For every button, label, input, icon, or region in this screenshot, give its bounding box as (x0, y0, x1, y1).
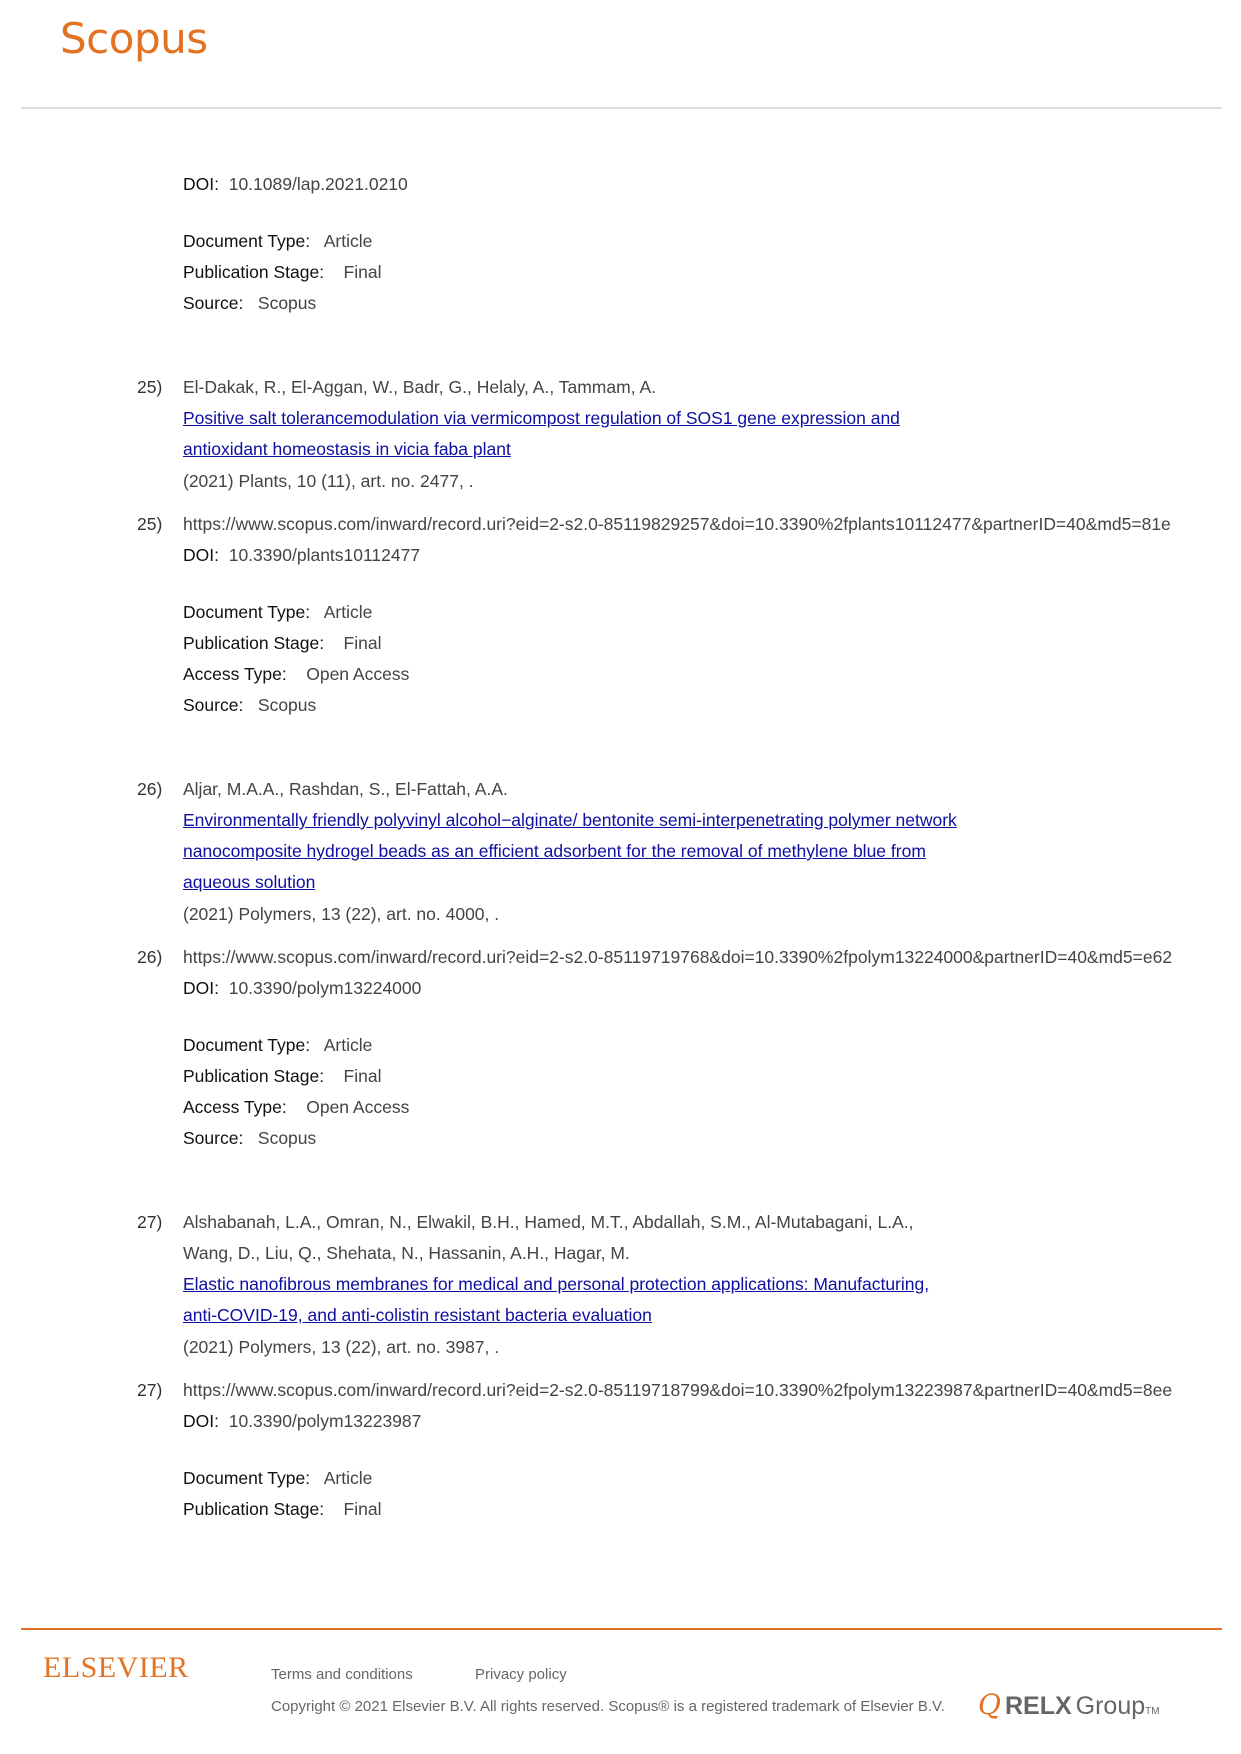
record-title-link[interactable]: Positive salt tolerancemodulation via vermicompost regulation of SOS1 gene expression and (183, 408, 900, 428)
header-divider (21, 107, 1222, 109)
record-number: 26) (137, 779, 163, 799)
field-publication-stage: Publication Stage: Final (183, 1066, 382, 1086)
record-url[interactable]: https://www.scopus.com/inward/record.uri?eid=2-s2.0-85119829257&doi=10.3390%2fplants10112477&partnerID=40&md5=81e (183, 514, 1171, 534)
record-url[interactable]: https://www.scopus.com/inward/record.uri?eid=2-s2.0-85119719768&doi=10.3390%2fpolym13224000&partnerID=40&md5=e62 (183, 947, 1173, 967)
record-citation: (2021) Polymers, 13 (22), art. no. 4000, . (183, 904, 500, 924)
record-title-link[interactable]: antioxidant homeostasis in vicia faba plant (183, 439, 511, 459)
record-authors: Aljar, M.A.A., Rashdan, S., El-Fattah, A.A. (183, 779, 508, 799)
doi-line: DOI: 10.3390/polym13223987 (183, 1411, 422, 1431)
relx-mark-icon: Q (978, 1688, 1001, 1721)
record-number: 25) (137, 514, 163, 534)
record-title-link[interactable]: aqueous solution (183, 872, 316, 892)
record-number: 27) (137, 1380, 163, 1400)
record-title-link[interactable]: Elastic nanofibrous membranes for medical and personal protection applications: Manufacturing, (183, 1274, 930, 1294)
record-number: 26) (137, 947, 163, 967)
field-document-type: Document Type: Article (183, 231, 373, 251)
field-publication-stage: Publication Stage: Final (183, 262, 382, 282)
field-access-type: Access Type: Open Access (183, 664, 410, 684)
record-authors: El-Dakak, R., El-Aggan, W., Badr, G., Helaly, A., Tammam, A. (183, 377, 656, 397)
record-citation: (2021) Plants, 10 (11), art. no. 2477, . (183, 471, 474, 491)
field-publication-stage: Publication Stage: Final (183, 1499, 382, 1519)
elsevier-logo: ELSEVIER (43, 1651, 189, 1684)
record-title-link[interactable]: nanocomposite hydrogel beads as an efficient adsorbent for the removal of methylene blue from (183, 841, 926, 861)
relx-wordmark: RELX (1004, 1692, 1072, 1720)
field-source: Source: Scopus (183, 695, 317, 715)
relx-group-word: Group (1075, 1692, 1146, 1720)
doi-line: DOI: 10.3390/polym13224000 (183, 978, 422, 998)
record-number: 25) (137, 377, 163, 397)
record-title-link[interactable]: Environmentally friendly polyvinyl alcohol−alginate/ bentonite semi-interpenetrating polymer network (183, 810, 957, 830)
doi-line: DOI: 10.1089/lap.2021.0210 (183, 174, 408, 194)
copyright-text: Copyright © 2021 Elsevier B.V. All rights reserved. Scopus® is a registered trademark of Elsevier B.V. (271, 1698, 945, 1715)
field-document-type: Document Type: Article (183, 1468, 373, 1488)
field-publication-stage: Publication Stage: Final (183, 633, 382, 653)
record-url[interactable]: https://www.scopus.com/inward/record.uri?eid=2-s2.0-85119718799&doi=10.3390%2fpolym13223987&partnerID=40&md5=8ee (183, 1380, 1173, 1400)
privacy-link[interactable]: Privacy policy (475, 1666, 567, 1683)
field-access-type: Access Type: Open Access (183, 1097, 410, 1117)
footer-divider (21, 1628, 1222, 1630)
record-authors: Alshabanah, L.A., Omran, N., Elwakil, B.H., Hamed, M.T., Abdallah, S.M., Al-Mutabagani, L.A., (183, 1212, 914, 1232)
field-source: Source: Scopus (183, 293, 317, 313)
field-document-type: Document Type: Article (183, 602, 373, 622)
terms-link[interactable]: Terms and conditions (271, 1666, 413, 1683)
record-title-link[interactable]: anti-COVID-19, and anti-colistin resistant bacteria evaluation (183, 1305, 652, 1325)
field-source: Source: Scopus (183, 1128, 317, 1148)
record-citation: (2021) Polymers, 13 (22), art. no. 3987, . (183, 1337, 500, 1357)
trademark-symbol: TM (1145, 1706, 1160, 1717)
relx-group-logo (978, 1688, 1160, 1721)
record-authors: Wang, D., Liu, Q., Shehata, N., Hassanin, A.H., Hagar, M. (183, 1243, 630, 1263)
scopus-logo: Scopus (60, 14, 208, 63)
doi-line: DOI: 10.3390/plants10112477 (183, 545, 421, 565)
record-number: 27) (137, 1212, 163, 1232)
field-document-type: Document Type: Article (183, 1035, 373, 1055)
